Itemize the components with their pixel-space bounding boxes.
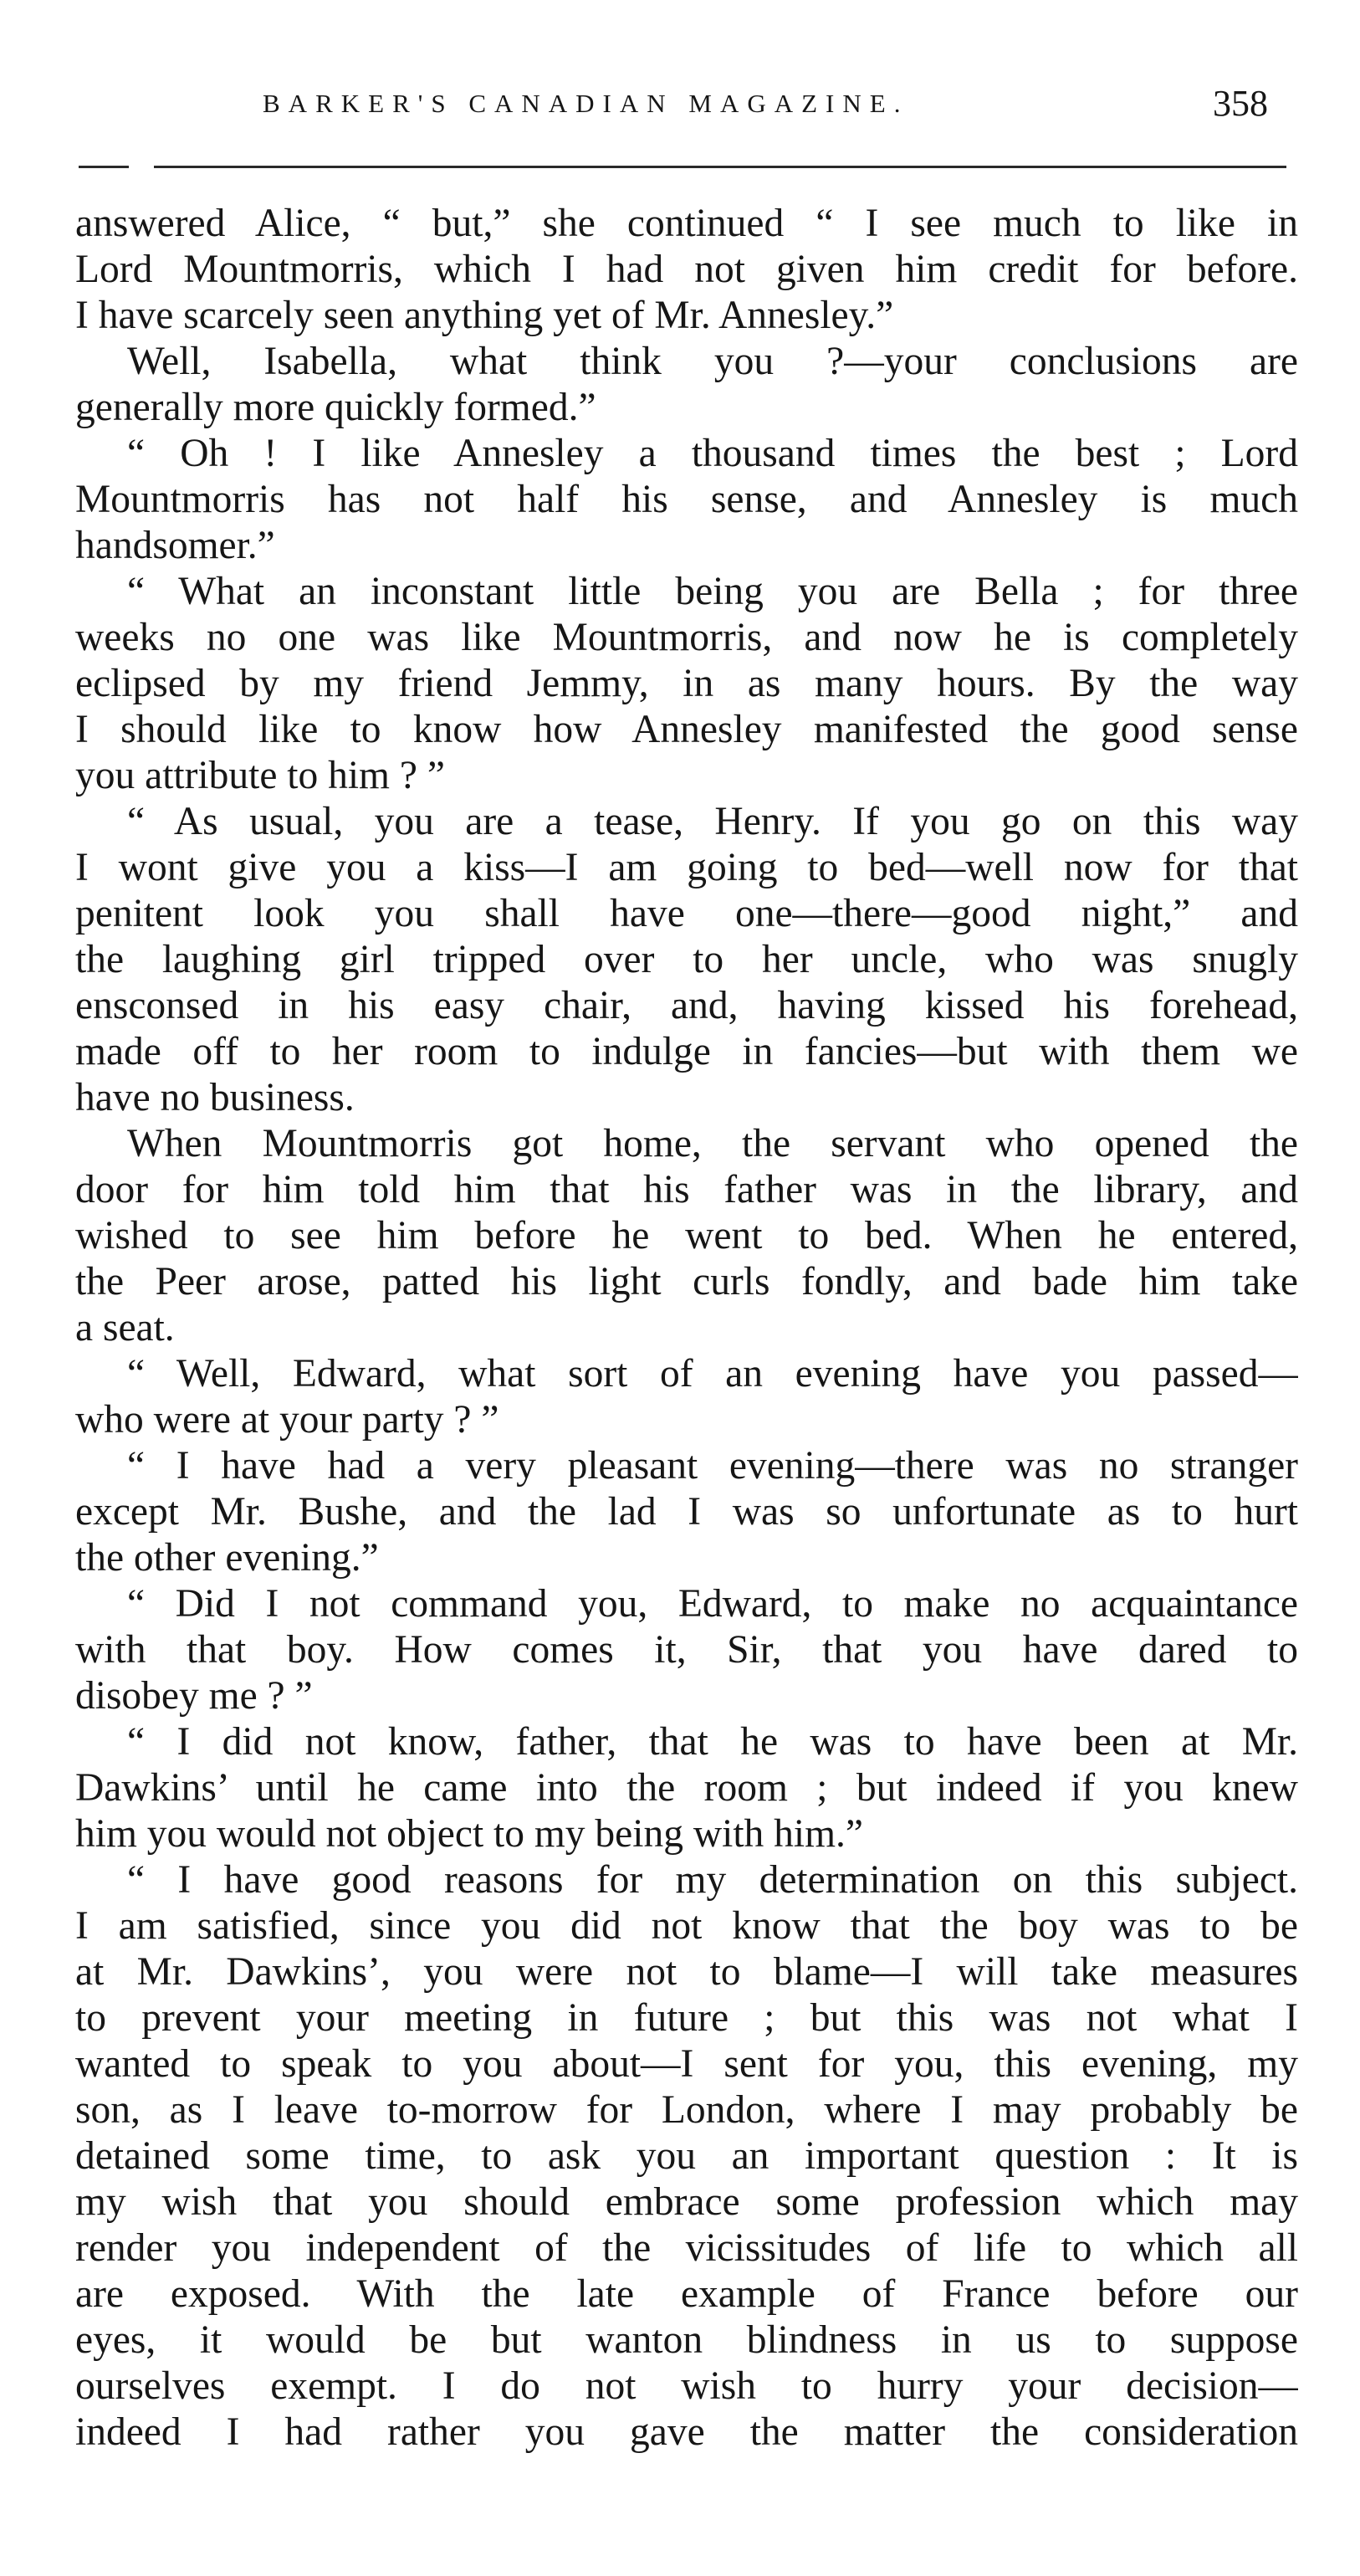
text-line: my wish that you should embrace some profession which may — [75, 2180, 1298, 2224]
text-line: him you would not object to my being with him.” — [75, 1812, 863, 1856]
text-line: handsomer.” — [75, 524, 275, 567]
text-line: generally more quickly formed.” — [75, 386, 596, 429]
text-line: I have scarcely seen anything yet of Mr. Annesley.” — [75, 294, 894, 337]
header-rule-ornament — [79, 163, 154, 170]
text-line: detained some time, to ask you an important question : It is — [75, 2134, 1298, 2178]
text-line: son, as I leave to-morrow for London, where I may probably be — [75, 2088, 1298, 2132]
text-line: “ Did I not command you, Edward, to make no acquaintance — [127, 1582, 1298, 1626]
text-line: have no business. — [75, 1076, 355, 1119]
text-line: you attribute to him ? ” — [75, 754, 445, 797]
text-line: “ I have good reasons for my determination on this subject. — [127, 1858, 1298, 1902]
text-line: penitent look you shall have one—there—good night,” and — [75, 892, 1298, 935]
page-number: 358 — [1213, 83, 1268, 124]
text-line: door for him told him that his father was in the library, and — [75, 1168, 1298, 1211]
text-line: except Mr. Bushe, and the lad I was so unfortunate as to hurt — [75, 1490, 1298, 1534]
text-line: I wont give you a kiss—I am going to bed—well now for that — [75, 846, 1298, 889]
text-line: ensconsed in his easy chair, and, having kissed his forehead, — [75, 984, 1298, 1027]
text-line: to prevent your meeting in future ; but this was not what I — [75, 1996, 1298, 2040]
text-line: a seat. — [75, 1306, 175, 1349]
text-line: with that boy. How comes it, Sir, that you have dared to — [75, 1628, 1298, 1672]
text-line: Well, Isabella, what think you ?—your conclusions are — [127, 340, 1298, 383]
text-line: indeed I had rather you gave the matter the consideration — [75, 2410, 1298, 2454]
text-line: Dawkins’ until he came into the room ; but indeed if you knew — [75, 1766, 1298, 1810]
running-head — [70, 82, 1293, 132]
text-line: the Peer arose, patted his light curls fondly, and bade him take — [75, 1260, 1298, 1303]
text-line: are exposed. With the late example of France before our — [75, 2272, 1298, 2316]
text-line: answered Alice, “ but,” she continued “ I see much to like in — [75, 202, 1298, 245]
running-title: BARKER'S CANADIAN MAGAZINE. — [263, 89, 909, 118]
text-line: weeks no one was like Mountmorris, and now he is completely — [75, 616, 1298, 659]
text-line: I am satisfied, since you did not know that the boy was to be — [75, 1904, 1298, 1948]
text-line: made off to her room to indulge in fancies—but with them we — [75, 1030, 1298, 1073]
text-line: “ Well, Edward, what sort of an evening have you passed— — [127, 1352, 1298, 1396]
text-line: “ I did not know, father, that he was to have been at Mr. — [127, 1720, 1298, 1764]
text-line: “ Oh ! I like Annesley a thousand times the best ; Lord — [127, 432, 1298, 475]
text-line: ourselves exempt. I do not wish to hurry your decision— — [75, 2364, 1298, 2408]
text-line: “ What an inconstant little being you are Bella ; for three — [127, 570, 1298, 613]
text-line: wanted to speak to you about—I sent for you, this evening, my — [75, 2042, 1298, 2086]
text-line: who were at your party ? ” — [75, 1398, 499, 1442]
body-text — [75, 201, 1298, 2456]
text-line: “ I have had a very pleasant evening—there was no stranger — [127, 1444, 1298, 1488]
text-line: I should like to know how Annesley manifested the good sense — [75, 708, 1298, 751]
text-line: render you independent of the vicissitudes of life to which all — [75, 2226, 1298, 2270]
text-line: Mountmorris has not half his sense, and Annesley is much — [75, 478, 1298, 521]
text-line: the laughing girl tripped over to her uncle, who was snugly — [75, 938, 1298, 981]
text-line: wished to see him before he went to bed. When he entered, — [75, 1214, 1298, 1257]
text-line: eclipsed by my friend Jemmy, in as many hours. By the way — [75, 662, 1298, 705]
text-line: “ As usual, you are a tease, Henry. If you go on this way — [127, 800, 1298, 843]
header-rule — [79, 166, 1286, 168]
text-line: at Mr. Dawkins’, you were not to blame—I will take measures — [75, 1950, 1298, 1994]
text-line: disobey me ? ” — [75, 1674, 313, 1718]
text-line: When Mountmorris got home, the servant who opened the — [127, 1122, 1298, 1165]
text-line: Lord Mountmorris, which I had not given him credit for before. — [75, 248, 1298, 291]
text-line: eyes, it would be but wanton blindness in us to suppose — [75, 2318, 1298, 2362]
text-line: the other evening.” — [75, 1536, 379, 1580]
